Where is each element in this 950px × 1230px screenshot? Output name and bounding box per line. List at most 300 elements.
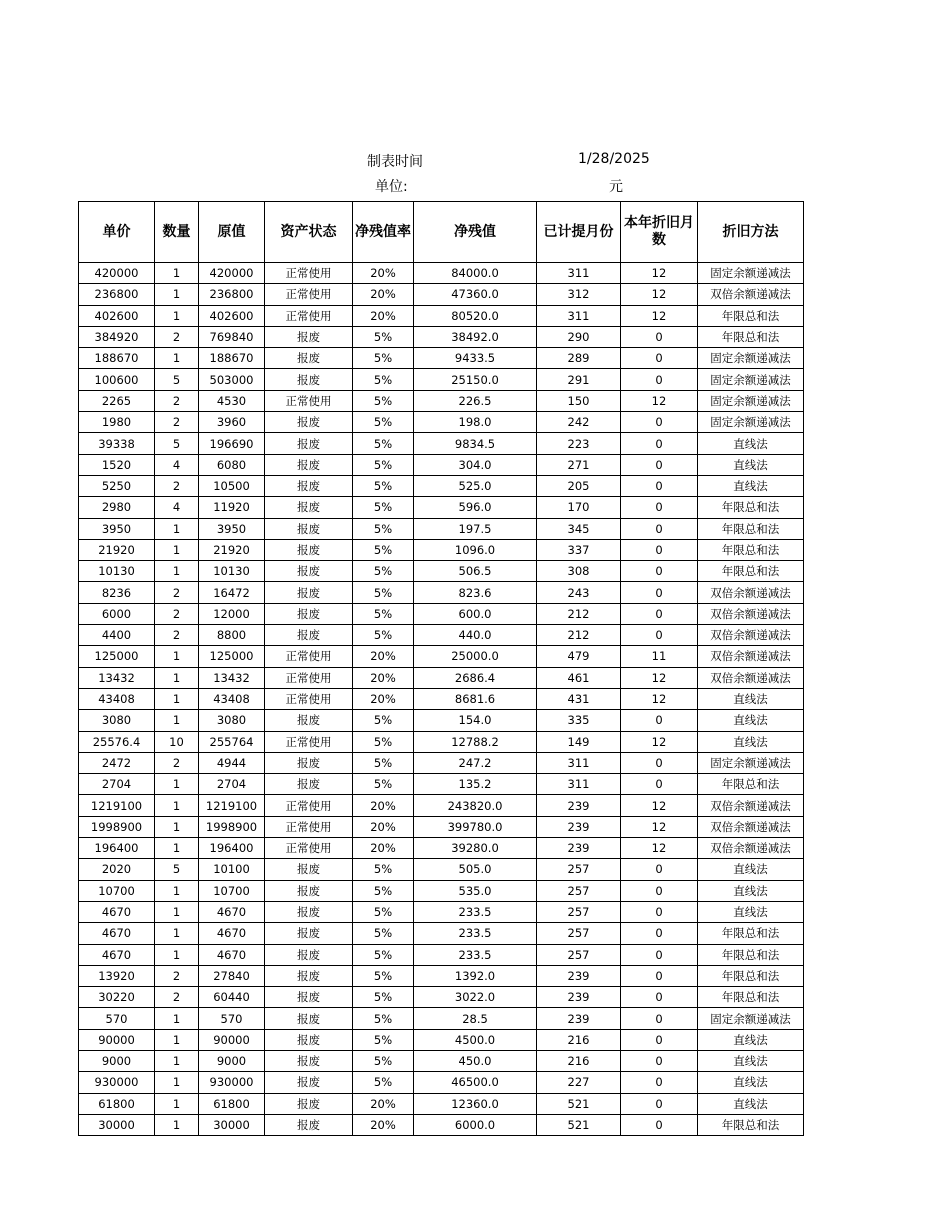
- cell-original-value: 4670: [199, 944, 265, 965]
- cell-residual-rate: 5%: [353, 348, 414, 369]
- cell-residual-value: 1392.0: [414, 965, 537, 986]
- cell-months-this-year: 0: [621, 348, 698, 369]
- table-body: [79, 263, 804, 1136]
- cell-depreciation-method: 双倍余额递减法: [698, 284, 804, 305]
- cell-original-value: 4670: [199, 923, 265, 944]
- cell-residual-value: 600.0: [414, 603, 537, 624]
- header-residual-value: 净残值: [414, 202, 537, 263]
- cell-residual-value: 9433.5: [414, 348, 537, 369]
- cell-original-value: 90000: [199, 1029, 265, 1050]
- cell-months-this-year: 0: [621, 582, 698, 603]
- cell-residual-value: 47360.0: [414, 284, 537, 305]
- cell-months-accrued: 239: [537, 1008, 621, 1029]
- cell-unit-price: 90000: [79, 1029, 155, 1050]
- cell-months-accrued: 243: [537, 582, 621, 603]
- cell-months-accrued: 170: [537, 497, 621, 518]
- cell-months-this-year: 0: [621, 433, 698, 454]
- cell-quantity: 1: [155, 1114, 199, 1135]
- cell-months-accrued: 149: [537, 731, 621, 752]
- cell-residual-rate: 5%: [353, 1029, 414, 1050]
- cell-quantity: 1: [155, 1008, 199, 1029]
- cell-months-accrued: 257: [537, 859, 621, 880]
- cell-months-this-year: 12: [621, 816, 698, 837]
- cell-residual-value: 233.5: [414, 944, 537, 965]
- cell-residual-rate: 5%: [353, 1008, 414, 1029]
- cell-months-this-year: 0: [621, 901, 698, 922]
- cell-quantity: 1: [155, 284, 199, 305]
- cell-original-value: 236800: [199, 284, 265, 305]
- cell-unit-price: 25576.4: [79, 731, 155, 752]
- cell-residual-rate: 5%: [353, 454, 414, 475]
- cell-depreciation-method: 直线法: [698, 1029, 804, 1050]
- cell-unit-price: 9000: [79, 1050, 155, 1071]
- cell-quantity: 2: [155, 603, 199, 624]
- cell-original-value: 10130: [199, 561, 265, 582]
- cell-depreciation-method: 年限总和法: [698, 965, 804, 986]
- cell-residual-value: 6000.0: [414, 1114, 537, 1135]
- cell-residual-rate: 5%: [353, 518, 414, 539]
- cell-original-value: 9000: [199, 1050, 265, 1071]
- cell-months-accrued: 337: [537, 539, 621, 560]
- cell-depreciation-method: 直线法: [698, 880, 804, 901]
- cell-months-this-year: 0: [621, 880, 698, 901]
- cell-months-this-year: 0: [621, 1114, 698, 1135]
- table-row: [79, 1050, 804, 1071]
- cell-original-value: 27840: [199, 965, 265, 986]
- cell-unit-price: 1998900: [79, 816, 155, 837]
- cell-asset-status: 报废: [265, 369, 353, 390]
- cell-months-accrued: 212: [537, 603, 621, 624]
- cell-quantity: 1: [155, 901, 199, 922]
- cell-unit-price: 30220: [79, 987, 155, 1008]
- cell-depreciation-method: 直线法: [698, 688, 804, 709]
- cell-depreciation-method: 年限总和法: [698, 923, 804, 944]
- cell-depreciation-method: 双倍余额递减法: [698, 603, 804, 624]
- cell-residual-value: 2686.4: [414, 667, 537, 688]
- header-months-this-year: 本年折旧月数: [621, 202, 698, 263]
- table-row: [79, 1008, 804, 1029]
- cell-asset-status: 报废: [265, 518, 353, 539]
- cell-months-this-year: 0: [621, 965, 698, 986]
- cell-asset-status: 报废: [265, 497, 353, 518]
- cell-residual-value: 8681.6: [414, 688, 537, 709]
- cell-unit-price: 39338: [79, 433, 155, 454]
- cell-residual-rate: 20%: [353, 263, 414, 284]
- cell-months-this-year: 0: [621, 1050, 698, 1071]
- cell-residual-rate: 5%: [353, 603, 414, 624]
- cell-unit-price: 5250: [79, 475, 155, 496]
- cell-months-accrued: 242: [537, 412, 621, 433]
- cell-residual-rate: 20%: [353, 688, 414, 709]
- cell-depreciation-method: 双倍余额递减法: [698, 816, 804, 837]
- cell-residual-rate: 20%: [353, 795, 414, 816]
- cell-unit-price: 13920: [79, 965, 155, 986]
- cell-unit-price: 196400: [79, 838, 155, 859]
- cell-residual-rate: 20%: [353, 305, 414, 326]
- cell-depreciation-method: 直线法: [698, 433, 804, 454]
- cell-months-this-year: 12: [621, 305, 698, 326]
- cell-residual-value: 233.5: [414, 901, 537, 922]
- cell-months-this-year: 0: [621, 454, 698, 475]
- cell-quantity: 1: [155, 923, 199, 944]
- cell-months-this-year: 12: [621, 390, 698, 411]
- cell-residual-rate: 20%: [353, 816, 414, 837]
- cell-residual-rate: 5%: [353, 625, 414, 646]
- cell-asset-status: 正常使用: [265, 646, 353, 667]
- cell-unit-price: 125000: [79, 646, 155, 667]
- cell-unit-price: 6000: [79, 603, 155, 624]
- cell-original-value: 11920: [199, 497, 265, 518]
- cell-unit-price: 30000: [79, 1114, 155, 1135]
- cell-asset-status: 报废: [265, 752, 353, 773]
- cell-asset-status: 正常使用: [265, 305, 353, 326]
- cell-original-value: 8800: [199, 625, 265, 646]
- cell-depreciation-method: 年限总和法: [698, 497, 804, 518]
- cell-unit-price: 4670: [79, 901, 155, 922]
- cell-depreciation-method: 固定余额递减法: [698, 348, 804, 369]
- cell-asset-status: 报废: [265, 987, 353, 1008]
- table-header-row: [79, 202, 804, 263]
- cell-residual-rate: 20%: [353, 1093, 414, 1114]
- cell-asset-status: 报废: [265, 774, 353, 795]
- cell-depreciation-method: 年限总和法: [698, 539, 804, 560]
- cell-residual-rate: 5%: [353, 965, 414, 986]
- table-row: [79, 838, 804, 859]
- cell-depreciation-method: 直线法: [698, 454, 804, 475]
- cell-depreciation-method: 固定余额递减法: [698, 752, 804, 773]
- header-original-value: 原值: [199, 202, 265, 263]
- cell-months-accrued: 291: [537, 369, 621, 390]
- table-row: [79, 582, 804, 603]
- cell-asset-status: 报废: [265, 433, 353, 454]
- cell-months-accrued: 290: [537, 326, 621, 347]
- cell-quantity: 1: [155, 667, 199, 688]
- cell-asset-status: 报废: [265, 710, 353, 731]
- cell-months-accrued: 521: [537, 1114, 621, 1135]
- cell-months-accrued: 431: [537, 688, 621, 709]
- date-label: 制表时间: [367, 154, 423, 170]
- cell-depreciation-method: 直线法: [698, 1050, 804, 1071]
- cell-months-this-year: 12: [621, 284, 698, 305]
- cell-months-this-year: 12: [621, 667, 698, 688]
- cell-unit-price: 43408: [79, 688, 155, 709]
- cell-months-this-year: 0: [621, 1072, 698, 1093]
- cell-residual-rate: 5%: [353, 390, 414, 411]
- cell-depreciation-method: 固定余额递减法: [698, 263, 804, 284]
- cell-original-value: 4670: [199, 901, 265, 922]
- cell-original-value: 2704: [199, 774, 265, 795]
- cell-asset-status: 报废: [265, 582, 353, 603]
- cell-depreciation-method: 固定余额递减法: [698, 390, 804, 411]
- cell-quantity: 1: [155, 646, 199, 667]
- cell-residual-value: 233.5: [414, 923, 537, 944]
- table-row: [79, 390, 804, 411]
- cell-residual-rate: 5%: [353, 880, 414, 901]
- cell-depreciation-method: 年限总和法: [698, 561, 804, 582]
- cell-original-value: 43408: [199, 688, 265, 709]
- cell-residual-rate: 5%: [353, 944, 414, 965]
- cell-quantity: 5: [155, 433, 199, 454]
- cell-asset-status: 报废: [265, 1050, 353, 1071]
- cell-residual-rate: 5%: [353, 497, 414, 518]
- cell-quantity: 5: [155, 859, 199, 880]
- cell-months-accrued: 521: [537, 1093, 621, 1114]
- cell-months-this-year: 0: [621, 1093, 698, 1114]
- cell-months-this-year: 0: [621, 561, 698, 582]
- cell-original-value: 255764: [199, 731, 265, 752]
- cell-quantity: 1: [155, 561, 199, 582]
- cell-residual-value: 198.0: [414, 412, 537, 433]
- cell-asset-status: 报废: [265, 965, 353, 986]
- cell-months-this-year: 0: [621, 539, 698, 560]
- header-depreciation-method: 折旧方法: [698, 202, 804, 263]
- cell-quantity: 1: [155, 1029, 199, 1050]
- cell-asset-status: 正常使用: [265, 838, 353, 859]
- cell-quantity: 1: [155, 1072, 199, 1093]
- cell-asset-status: 正常使用: [265, 688, 353, 709]
- cell-residual-value: 226.5: [414, 390, 537, 411]
- table-row: [79, 859, 804, 880]
- cell-residual-value: 12788.2: [414, 731, 537, 752]
- cell-quantity: 1: [155, 348, 199, 369]
- cell-unit-price: 1980: [79, 412, 155, 433]
- table-row: [79, 923, 804, 944]
- cell-residual-value: 1096.0: [414, 539, 537, 560]
- cell-months-this-year: 0: [621, 859, 698, 880]
- cell-depreciation-method: 年限总和法: [698, 1114, 804, 1135]
- cell-residual-value: 3022.0: [414, 987, 537, 1008]
- cell-quantity: 1: [155, 539, 199, 560]
- cell-asset-status: 报废: [265, 1114, 353, 1135]
- cell-depreciation-method: 双倍余额递减法: [698, 795, 804, 816]
- cell-quantity: 1: [155, 774, 199, 795]
- cell-asset-status: 报废: [265, 326, 353, 347]
- cell-residual-rate: 20%: [353, 667, 414, 688]
- cell-original-value: 10100: [199, 859, 265, 880]
- cell-unit-price: 21920: [79, 539, 155, 560]
- cell-months-accrued: 212: [537, 625, 621, 646]
- cell-depreciation-method: 年限总和法: [698, 305, 804, 326]
- cell-months-this-year: 12: [621, 731, 698, 752]
- cell-original-value: 1219100: [199, 795, 265, 816]
- cell-original-value: 12000: [199, 603, 265, 624]
- cell-quantity: 1: [155, 688, 199, 709]
- cell-quantity: 2: [155, 582, 199, 603]
- cell-quantity: 1: [155, 1050, 199, 1071]
- header-unit-price: 单价: [79, 202, 155, 263]
- cell-quantity: 1: [155, 880, 199, 901]
- cell-months-this-year: 0: [621, 987, 698, 1008]
- cell-unit-price: 2020: [79, 859, 155, 880]
- cell-residual-value: 525.0: [414, 475, 537, 496]
- cell-residual-rate: 20%: [353, 284, 414, 305]
- table-row: [79, 263, 804, 284]
- cell-residual-value: 247.2: [414, 752, 537, 773]
- cell-unit-price: 10700: [79, 880, 155, 901]
- cell-unit-price: 10130: [79, 561, 155, 582]
- cell-asset-status: 报废: [265, 412, 353, 433]
- cell-asset-status: 正常使用: [265, 667, 353, 688]
- cell-residual-value: 9834.5: [414, 433, 537, 454]
- table-row: [79, 880, 804, 901]
- table-row: [79, 454, 804, 475]
- cell-months-accrued: 479: [537, 646, 621, 667]
- cell-residual-value: 46500.0: [414, 1072, 537, 1093]
- cell-months-this-year: 12: [621, 795, 698, 816]
- table-row: [79, 1029, 804, 1050]
- cell-residual-rate: 5%: [353, 901, 414, 922]
- cell-residual-rate: 20%: [353, 646, 414, 667]
- cell-asset-status: 报废: [265, 454, 353, 475]
- cell-residual-value: 596.0: [414, 497, 537, 518]
- cell-original-value: 196400: [199, 838, 265, 859]
- cell-months-accrued: 239: [537, 965, 621, 986]
- table-row: [79, 369, 804, 390]
- cell-depreciation-method: 双倍余额递减法: [698, 646, 804, 667]
- cell-months-accrued: 257: [537, 923, 621, 944]
- cell-residual-rate: 5%: [353, 412, 414, 433]
- cell-original-value: 570: [199, 1008, 265, 1029]
- table-row: [79, 710, 804, 731]
- cell-quantity: 2: [155, 625, 199, 646]
- table-row: [79, 305, 804, 326]
- cell-asset-status: 正常使用: [265, 284, 353, 305]
- cell-months-accrued: 205: [537, 475, 621, 496]
- cell-residual-value: 154.0: [414, 710, 537, 731]
- cell-residual-value: 197.5: [414, 518, 537, 539]
- table-row: [79, 1114, 804, 1135]
- cell-unit-price: 2265: [79, 390, 155, 411]
- cell-unit-price: 236800: [79, 284, 155, 305]
- cell-depreciation-method: 直线法: [698, 901, 804, 922]
- cell-depreciation-method: 年限总和法: [698, 326, 804, 347]
- cell-quantity: 1: [155, 816, 199, 837]
- cell-months-accrued: 223: [537, 433, 621, 454]
- table-row: [79, 603, 804, 624]
- cell-months-this-year: 0: [621, 412, 698, 433]
- cell-asset-status: 报废: [265, 625, 353, 646]
- cell-quantity: 1: [155, 710, 199, 731]
- table-row: [79, 433, 804, 454]
- cell-residual-rate: 5%: [353, 433, 414, 454]
- cell-residual-rate: 5%: [353, 582, 414, 603]
- cell-depreciation-method: 双倍余额递减法: [698, 667, 804, 688]
- cell-quantity: 1: [155, 305, 199, 326]
- cell-unit-price: 2980: [79, 497, 155, 518]
- cell-residual-value: 39280.0: [414, 838, 537, 859]
- cell-original-value: 21920: [199, 539, 265, 560]
- cell-unit-price: 8236: [79, 582, 155, 603]
- cell-residual-value: 823.6: [414, 582, 537, 603]
- cell-months-accrued: 216: [537, 1050, 621, 1071]
- cell-unit-price: 4670: [79, 923, 155, 944]
- cell-residual-value: 12360.0: [414, 1093, 537, 1114]
- cell-months-accrued: 239: [537, 838, 621, 859]
- cell-depreciation-method: 直线法: [698, 710, 804, 731]
- cell-quantity: 2: [155, 965, 199, 986]
- cell-residual-value: 399780.0: [414, 816, 537, 837]
- cell-quantity: 5: [155, 369, 199, 390]
- cell-asset-status: 正常使用: [265, 263, 353, 284]
- cell-months-this-year: 11: [621, 646, 698, 667]
- cell-unit-price: 13432: [79, 667, 155, 688]
- cell-unit-price: 188670: [79, 348, 155, 369]
- cell-original-value: 3960: [199, 412, 265, 433]
- table-row: [79, 539, 804, 560]
- cell-original-value: 10500: [199, 475, 265, 496]
- cell-months-this-year: 0: [621, 1029, 698, 1050]
- cell-residual-rate: 5%: [353, 326, 414, 347]
- cell-unit-price: 61800: [79, 1093, 155, 1114]
- cell-quantity: 2: [155, 390, 199, 411]
- cell-residual-rate: 5%: [353, 710, 414, 731]
- cell-depreciation-method: 直线法: [698, 1072, 804, 1093]
- cell-residual-value: 506.5: [414, 561, 537, 582]
- cell-asset-status: 报废: [265, 1093, 353, 1114]
- cell-residual-value: 25150.0: [414, 369, 537, 390]
- cell-unit-price: 402600: [79, 305, 155, 326]
- cell-quantity: 1: [155, 518, 199, 539]
- cell-months-this-year: 12: [621, 263, 698, 284]
- cell-residual-value: 25000.0: [414, 646, 537, 667]
- cell-quantity: 2: [155, 475, 199, 496]
- cell-unit-price: 2472: [79, 752, 155, 773]
- cell-months-this-year: 0: [621, 475, 698, 496]
- cell-months-accrued: 335: [537, 710, 621, 731]
- header-months-accrued: 已计提月份: [537, 202, 621, 263]
- cell-original-value: 3950: [199, 518, 265, 539]
- cell-months-this-year: 0: [621, 923, 698, 944]
- header-residual-rate: 净残值率: [353, 202, 414, 263]
- cell-residual-value: 84000.0: [414, 263, 537, 284]
- table-row: [79, 987, 804, 1008]
- cell-months-accrued: 311: [537, 263, 621, 284]
- date-value: 1/28/2025: [578, 151, 650, 167]
- cell-unit-price: 420000: [79, 263, 155, 284]
- cell-months-this-year: 0: [621, 326, 698, 347]
- cell-residual-rate: 5%: [353, 369, 414, 390]
- cell-original-value: 402600: [199, 305, 265, 326]
- cell-residual-rate: 5%: [353, 774, 414, 795]
- cell-depreciation-method: 固定余额递减法: [698, 412, 804, 433]
- cell-months-accrued: 271: [537, 454, 621, 475]
- cell-asset-status: 报废: [265, 1029, 353, 1050]
- cell-months-accrued: 311: [537, 774, 621, 795]
- cell-original-value: 16472: [199, 582, 265, 603]
- cell-quantity: 1: [155, 838, 199, 859]
- cell-residual-rate: 20%: [353, 838, 414, 859]
- cell-residual-value: 38492.0: [414, 326, 537, 347]
- cell-residual-rate: 5%: [353, 539, 414, 560]
- cell-original-value: 30000: [199, 1114, 265, 1135]
- cell-asset-status: 报废: [265, 1072, 353, 1093]
- header-asset-status: 资产状态: [265, 202, 353, 263]
- cell-residual-rate: 5%: [353, 1050, 414, 1071]
- table-row: [79, 688, 804, 709]
- cell-original-value: 1998900: [199, 816, 265, 837]
- cell-months-this-year: 0: [621, 518, 698, 539]
- cell-months-accrued: 239: [537, 816, 621, 837]
- table-row: [79, 326, 804, 347]
- cell-residual-value: 304.0: [414, 454, 537, 475]
- cell-months-accrued: 311: [537, 305, 621, 326]
- cell-months-accrued: 289: [537, 348, 621, 369]
- cell-quantity: 1: [155, 944, 199, 965]
- table-row: [79, 1093, 804, 1114]
- unit-label: 单位:: [375, 179, 408, 195]
- table-row: [79, 284, 804, 305]
- cell-months-this-year: 0: [621, 944, 698, 965]
